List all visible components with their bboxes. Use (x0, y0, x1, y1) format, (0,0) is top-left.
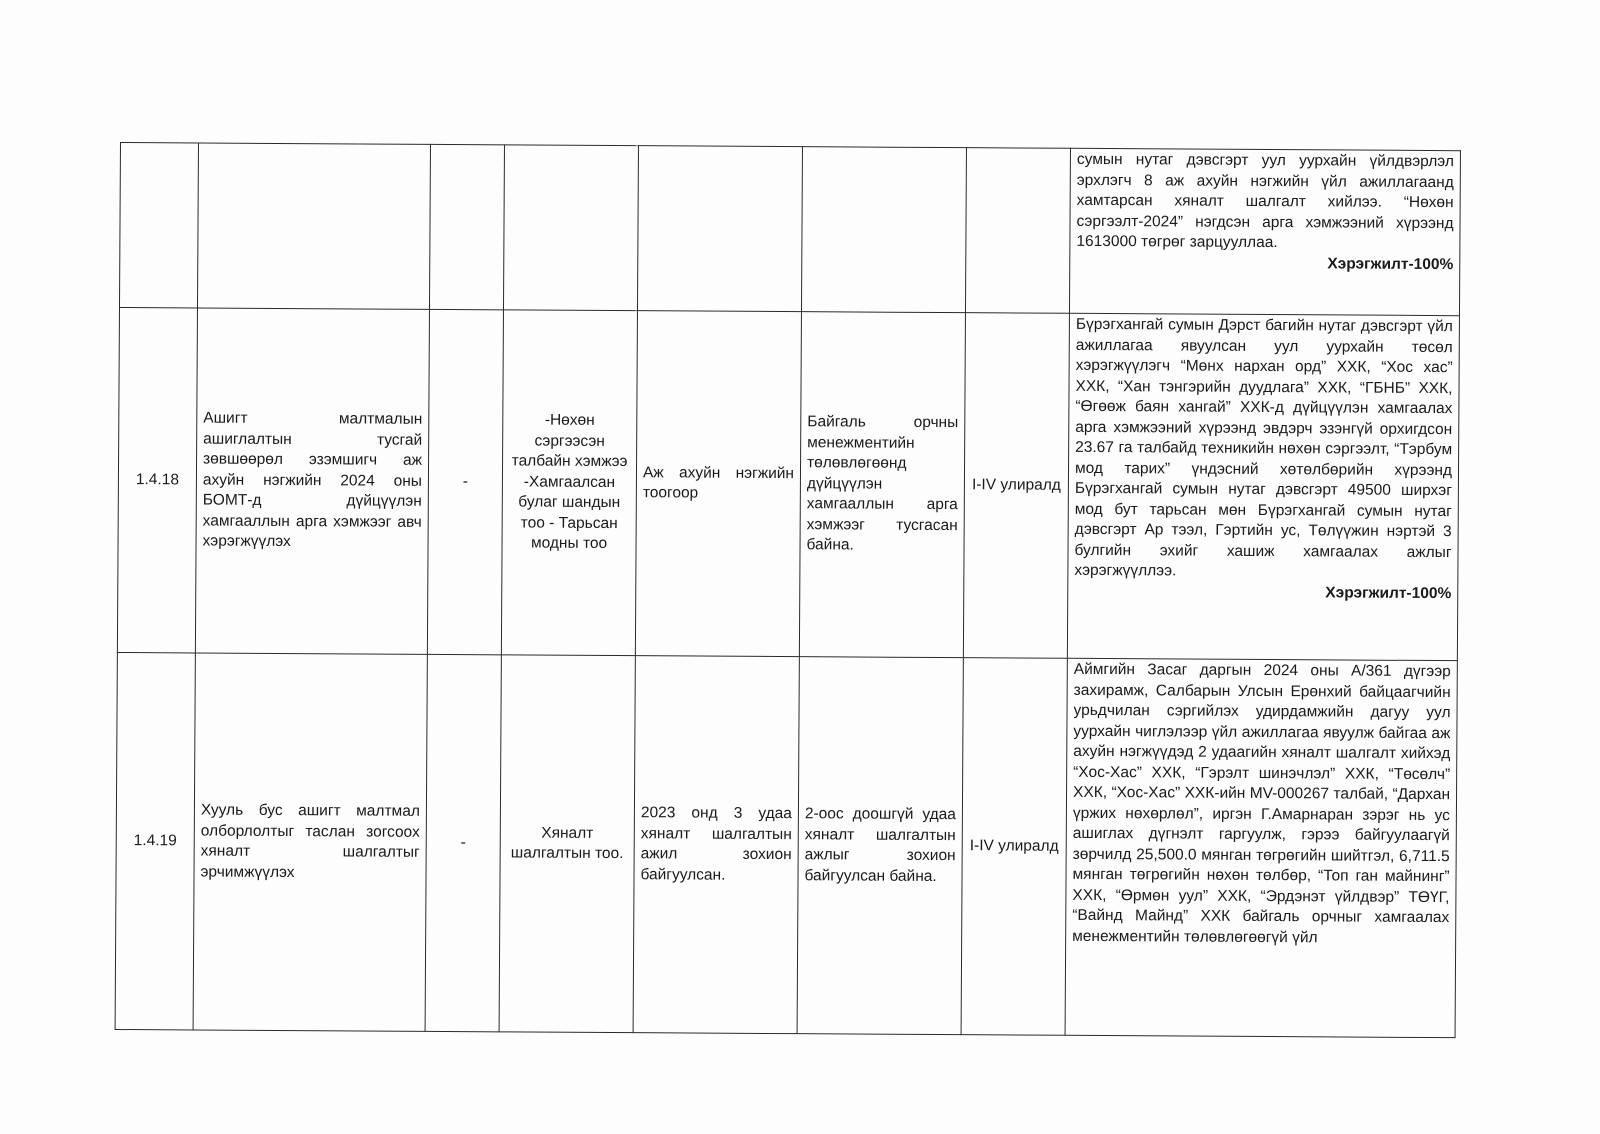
table-row (119, 143, 1460, 316)
indicator-cell: -Нөхөн сэргээсэн талбайн хэмжээ -Хамгаалсан булаг шандын тоо - Тарьсан модны тоо (501, 310, 637, 656)
target-cell: 2-оос доошгүй удаа хяналт шалгалтын ажлыг зохион байгуулсан байна. (797, 657, 963, 1035)
report-text: Аймгийн Засаг даргын 2024 оны А/361 дүгээр захирамж, Салбарын Улсын Ерөнхий байцаагчийн урьдчилан сэргийлэх удирдамжийн дагуу уул уурхайн чиглэлээр үйл ажиллагаа явуулж байгаа аж ахуйн нэгжүүдэд 2 удаагийн хяналт шалгалт хийхэд “Хос-Хас” ХХК, “Гэрэлт шинэчлэл” ХХК, “Төсөлч” ХХК, “Хос-Хас” ХХК-ийн MV-000267 талбай, “Дархан үржих нөхөрлөл”, иргэн Г.Амарнаран зэрэг нь ус ашиглах дүгнэлт гаргуулж, гэрээ байгуулаагүй зөрчилд 25,500.0 мянган төгрөгийн шийтгэл, 6,711.5 мянган төгрөгийн нөхөн төлбөр, “Топ ган майнинг” ХХК, “Өрмөн уул” ХХК, “Эрдэнэт үйлдвэр” ТӨҮГ, “Вайнд Майнд” ХХК байгаль орчныг хамгаалах менежментийн төлөвлөгөөгүй үйл (1072, 660, 1451, 946)
dash-cell: - (427, 309, 503, 654)
row-number: 1.4.18 (117, 307, 197, 652)
report-text: Бүрэгхангай сумын Дэрст багийн нутаг дэвсгэрт үйл ажиллагаа явуулсан уул уурхайн төсөл хэрэгжүүлэгч “Мөнх нархан орд” ХХК, “Хос хас” ХХК, “Хан тэнгэрийн дуудлага” ХХК, “ГБНБ” ХХК, “Өгөөж баян хангай” ХХК-д дүйцүүлэн хамгаалах арга хэмжээний хүрээнд эвдэрч эзэнгүй орхигдсон 23.67 га талбайд техникийн нөхөн сэргээлт, “Тэрбум мод тарих” үндэсний хөтөлбөрийн хүрээнд Бүрэгхангай сумын нутаг дэвсгэрт 49500 ширхэг мод бут тарьсан мөн Бүрэгхангай сумын нутаг дэвсгэрт Ар тээл, Гэртийн ус, Төлүүжин нэртэй 3 булгийн эхийг хашиж хамгаалах ажлыг хэрэгжүүллээ. (1074, 315, 1453, 580)
baseline-cell: 2023 онд 3 удаа хяналт шалгалтын ажил зохион байгуулсан. (633, 656, 799, 1034)
period-cell: I-IV улиралд (963, 313, 1069, 659)
period-cell: I-IV улиралд (961, 658, 1067, 1036)
report-cell (1065, 658, 1457, 1037)
report-cell (1069, 148, 1460, 315)
row-number: 1.4.19 (115, 652, 195, 1029)
row-number (119, 143, 198, 308)
report-text: сумын нутаг дэвсгэрт уул уурхайн үйлдвэрлэл эрхлэгч 8 аж ахуйн нэгжийн үйл ажиллагаанд хамтарсан хяналт шалгалт хийлээ. “Нөхөн сэргээлт-2024” нэгдсэн арга хэмжээний хүрээнд 1613000 төгрөг зарцууллаа. (1076, 150, 1454, 252)
target-cell: Байгаль орчны менежментийн төлөвлөгөөнд дүйцүүлэн хамгааллын арга хэмжээг тусгасан байна. (799, 312, 965, 658)
report-cell (1067, 313, 1459, 660)
period-cell (965, 148, 1070, 314)
activity-cell: Ашигт малтмалын ашиглалтын тусгай зөвшөөрөл эзэмшигч аж ахуйн нэгжийн 2024 оны БОМТ-д дүйцүүлэн хамгааллын арга хэмжээг авч хэрэгжүүлэх (195, 308, 429, 654)
baseline-cell: Аж ахуйн нэгжийн тоогоор (635, 311, 801, 657)
report-table (115, 142, 1461, 1038)
indicator-cell (503, 145, 638, 311)
activity-cell: Хууль бус ашигт малтмал олборлолтыг таслан зогсоох хяналт шалгалтыг эрчимжүүлэх (193, 653, 427, 1031)
baseline-cell (637, 146, 802, 312)
result-label: Хэрэгжилт-100% (1327, 254, 1454, 273)
target-cell (801, 147, 966, 313)
dash-cell: - (425, 654, 501, 1031)
table-row (117, 307, 1459, 660)
dash-cell (429, 144, 504, 309)
indicator-cell: Хяналт шалгалтын тоо. (499, 655, 635, 1033)
table-row (115, 652, 1457, 1037)
result-label: Хэрэгжилт-100% (1325, 583, 1452, 602)
activity-cell (197, 143, 430, 309)
